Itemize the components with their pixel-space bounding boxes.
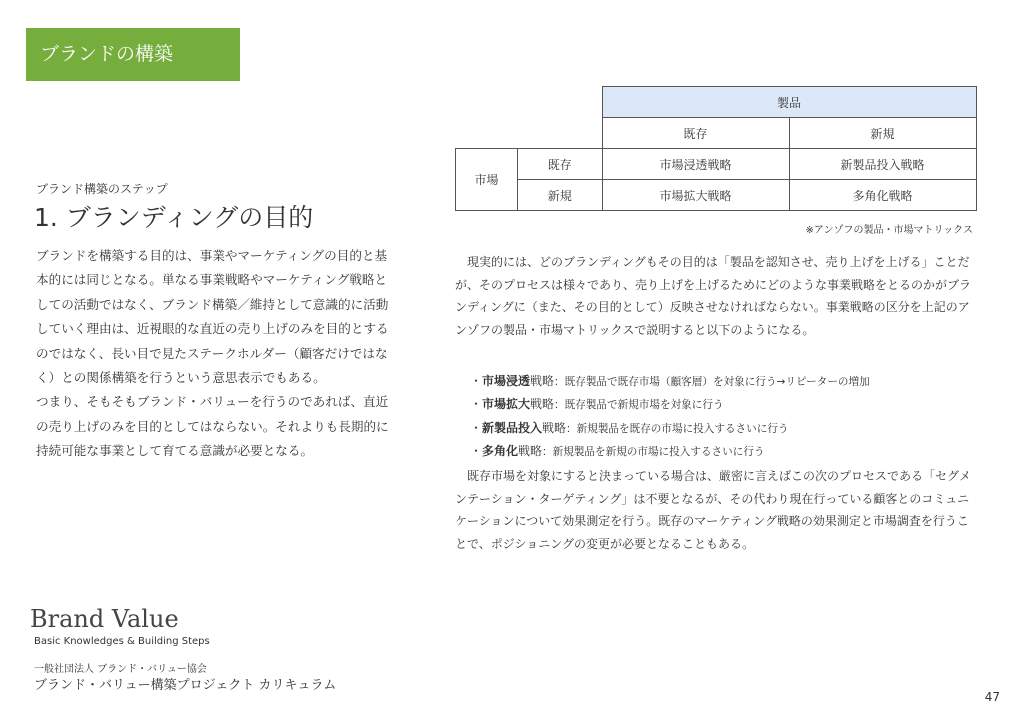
right-paragraph: 現実的には、どのブランディングもその目的は「製品を認知させ、売り上げを上げる」ことだが、そのプロセスは様々であり、売り上げを上げるためにどのような事業戦略をとるのかがブランディングに（また、その目的として）反映させなければならない。事業戦略の区分を上記のアンゾフの製品・市場マトリックスで説明すると以下のようになる。: [455, 255, 972, 337]
step-label: ブランド構築のステップ: [36, 182, 168, 196]
matrix-cell: 市場浸透戦略: [602, 149, 789, 180]
strategy-list: [470, 370, 870, 464]
list-item: ・市場拡大戦略：既存製品で新規市場を対象に行う: [470, 397, 724, 412]
page-number: 47: [984, 690, 1000, 704]
list-item: ・市場浸透戦略：既存製品で既存市場（顧客層）を対象に行う→リピーターの増加: [470, 374, 870, 388]
matrix-cell: 市場拡大戦略: [602, 180, 789, 211]
matrix-row-group: 市場: [456, 149, 518, 211]
matrix-note: ※アンゾフの製品・市場マトリックス: [805, 225, 973, 236]
right-intro: [455, 251, 975, 341]
right-closing: [455, 465, 975, 555]
left-paragraph: ブランドを構築する目的は、事業やマーケティングの目的と基本的には同じとなる。単なる事業戦略やマーケティング戦略としての活動ではなく、ブランド構築／維持として意識的に活動していく理由は、近視眼的な直近の売り上げのみを目的とするのではなく、長い目で見たステークホルダー（顧客だけではなく）との関係構築を行うという意思表示でもある。: [36, 248, 389, 386]
logo-tagline: Basic Knowledges & Building Steps: [34, 636, 210, 647]
matrix-col-new: 新規: [789, 118, 976, 149]
left-paragraph: つまり、そもそもブランド・バリューを行うのであれば、直近の売り上げのみを目的としてはならない。それよりも長期的に持続可能な事業として育てる意識が必要となる。: [36, 394, 389, 459]
ansoff-matrix: [455, 86, 977, 211]
organization-name: 一般社団法人 ブランド・バリュー協会: [34, 664, 207, 675]
section-tag: ブランドの構築: [26, 28, 240, 81]
matrix-row-new: 新規: [518, 180, 603, 211]
left-body: [36, 244, 396, 464]
matrix-cell: 多角化戦略: [789, 180, 976, 211]
right-paragraph: 既存市場を対象にすると決まっている場合は、厳密に言えばこの次のプロセスである「セグメンテーション・ターゲティング」は不要となるが、その代わり現在行っている顧客とのコミュニケーションについて効果測定を行う。既存のマーケティング戦略の効果測定と市場調査を行うことで、ポジショニングの変更が必要となることもある。: [455, 469, 971, 551]
curriculum-title: ブランド・バリュー構築プロジェクト カリキュラム: [34, 678, 337, 693]
brand-logo: Brand Value: [30, 605, 179, 633]
matrix-cell: 新製品投入戦略: [789, 149, 976, 180]
matrix-row-existing: 既存: [518, 149, 603, 180]
matrix-product-header: 製品: [602, 87, 976, 118]
matrix-col-existing: 既存: [602, 118, 789, 149]
page-title: 1. ブランディングの目的: [34, 203, 314, 232]
list-item: ・新製品投入戦略：新規製品を既存の市場に投入するさいに行う: [470, 420, 789, 435]
list-item: ・多角化戦略：新規製品を新規の市場に投入するさいに行う: [470, 444, 765, 459]
